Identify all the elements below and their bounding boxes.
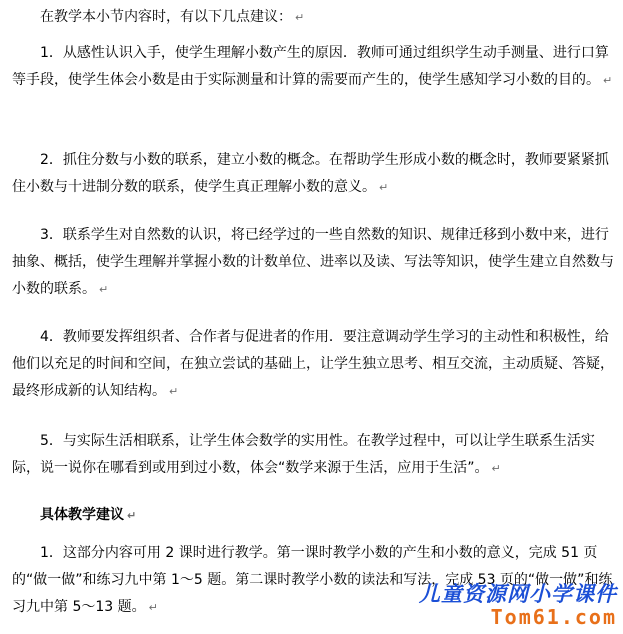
paragraph-mark-icon: ↵ [127,509,137,522]
suggestion-text: 1．从感性认识入手，使学生理解小数产生的原因．教师可通过组织学生动手测量、进行口算等手段，使学生体会小数是由于实际测量和计算的需要而产生的，使学生感知学习小数的目的。 [12,45,609,88]
suggestion-4 [12,324,616,405]
section-heading [12,502,616,529]
watermark-text-bottom: Tom61.com [490,605,617,629]
suggestion-text: 2．抓住分数与小数的联系，建立小数的概念。在帮助学生形成小数的概念时，教师要紧紧抓住小数与十进制分数的联系，使学生真正理解小数的意义。 [12,152,609,195]
detail-text: 1．这部分内容可用 2 课时进行教学。第一课时教学小数的产生和小数的意义，完成 51 页的“做一做”和练习九中第 1～5 题。第二课时教学小数的读法和写法，完成 53 页的“做一做”和练习九中第 5～13 题。 [12,545,613,615]
paragraph-mark-icon: ↵ [491,462,501,475]
watermark-logo [399,578,619,632]
intro-text: 在教学本小节内容时，有以下几点建议： [40,9,292,25]
paragraph-mark-icon: ↵ [169,385,179,398]
paragraph-mark-icon: ↵ [603,74,613,87]
paragraph-mark-icon: ↵ [148,601,158,614]
suggestion-1 [12,40,616,94]
heading-text: 具体教学建议 [40,507,124,523]
paragraph-mark-icon: ↵ [99,283,109,296]
suggestion-5 [12,428,616,482]
suggestion-text: 5．与实际生活相联系，让学生体会数学的实用性。在教学过程中，可以让学生联系生活实际，说一说你在哪看到或用到过小数，体会“数学来源于生活，应用于生活”。 [12,433,595,476]
paragraph-mark-icon: ↵ [295,11,305,24]
suggestion-3 [12,222,616,303]
intro-paragraph [12,4,616,31]
paragraph-mark-icon: ↵ [379,181,389,194]
suggestion-text: 4．教师要发挥组织者、合作者与促进者的作用．要注意调动学生学习的主动性和积极性，给他们以充足的时间和空间，在独立尝试的基础上，让学生独立思考、相互交流，主动质疑、答疑，最终形成新的认知结构。 [12,329,614,399]
watermark-text-top: 儿童资源网小学课件 [419,582,617,606]
suggestion-text: 3．联系学生对自然数的认识，将已经学过的一些自然数的知识、规律迁移到小数中来，进行抽象、概括，使学生理解并掌握小数的计数单位、进率以及读、写法等知识，使学生建立自然数与小数的联系。 [12,227,614,297]
suggestion-2 [12,147,616,201]
